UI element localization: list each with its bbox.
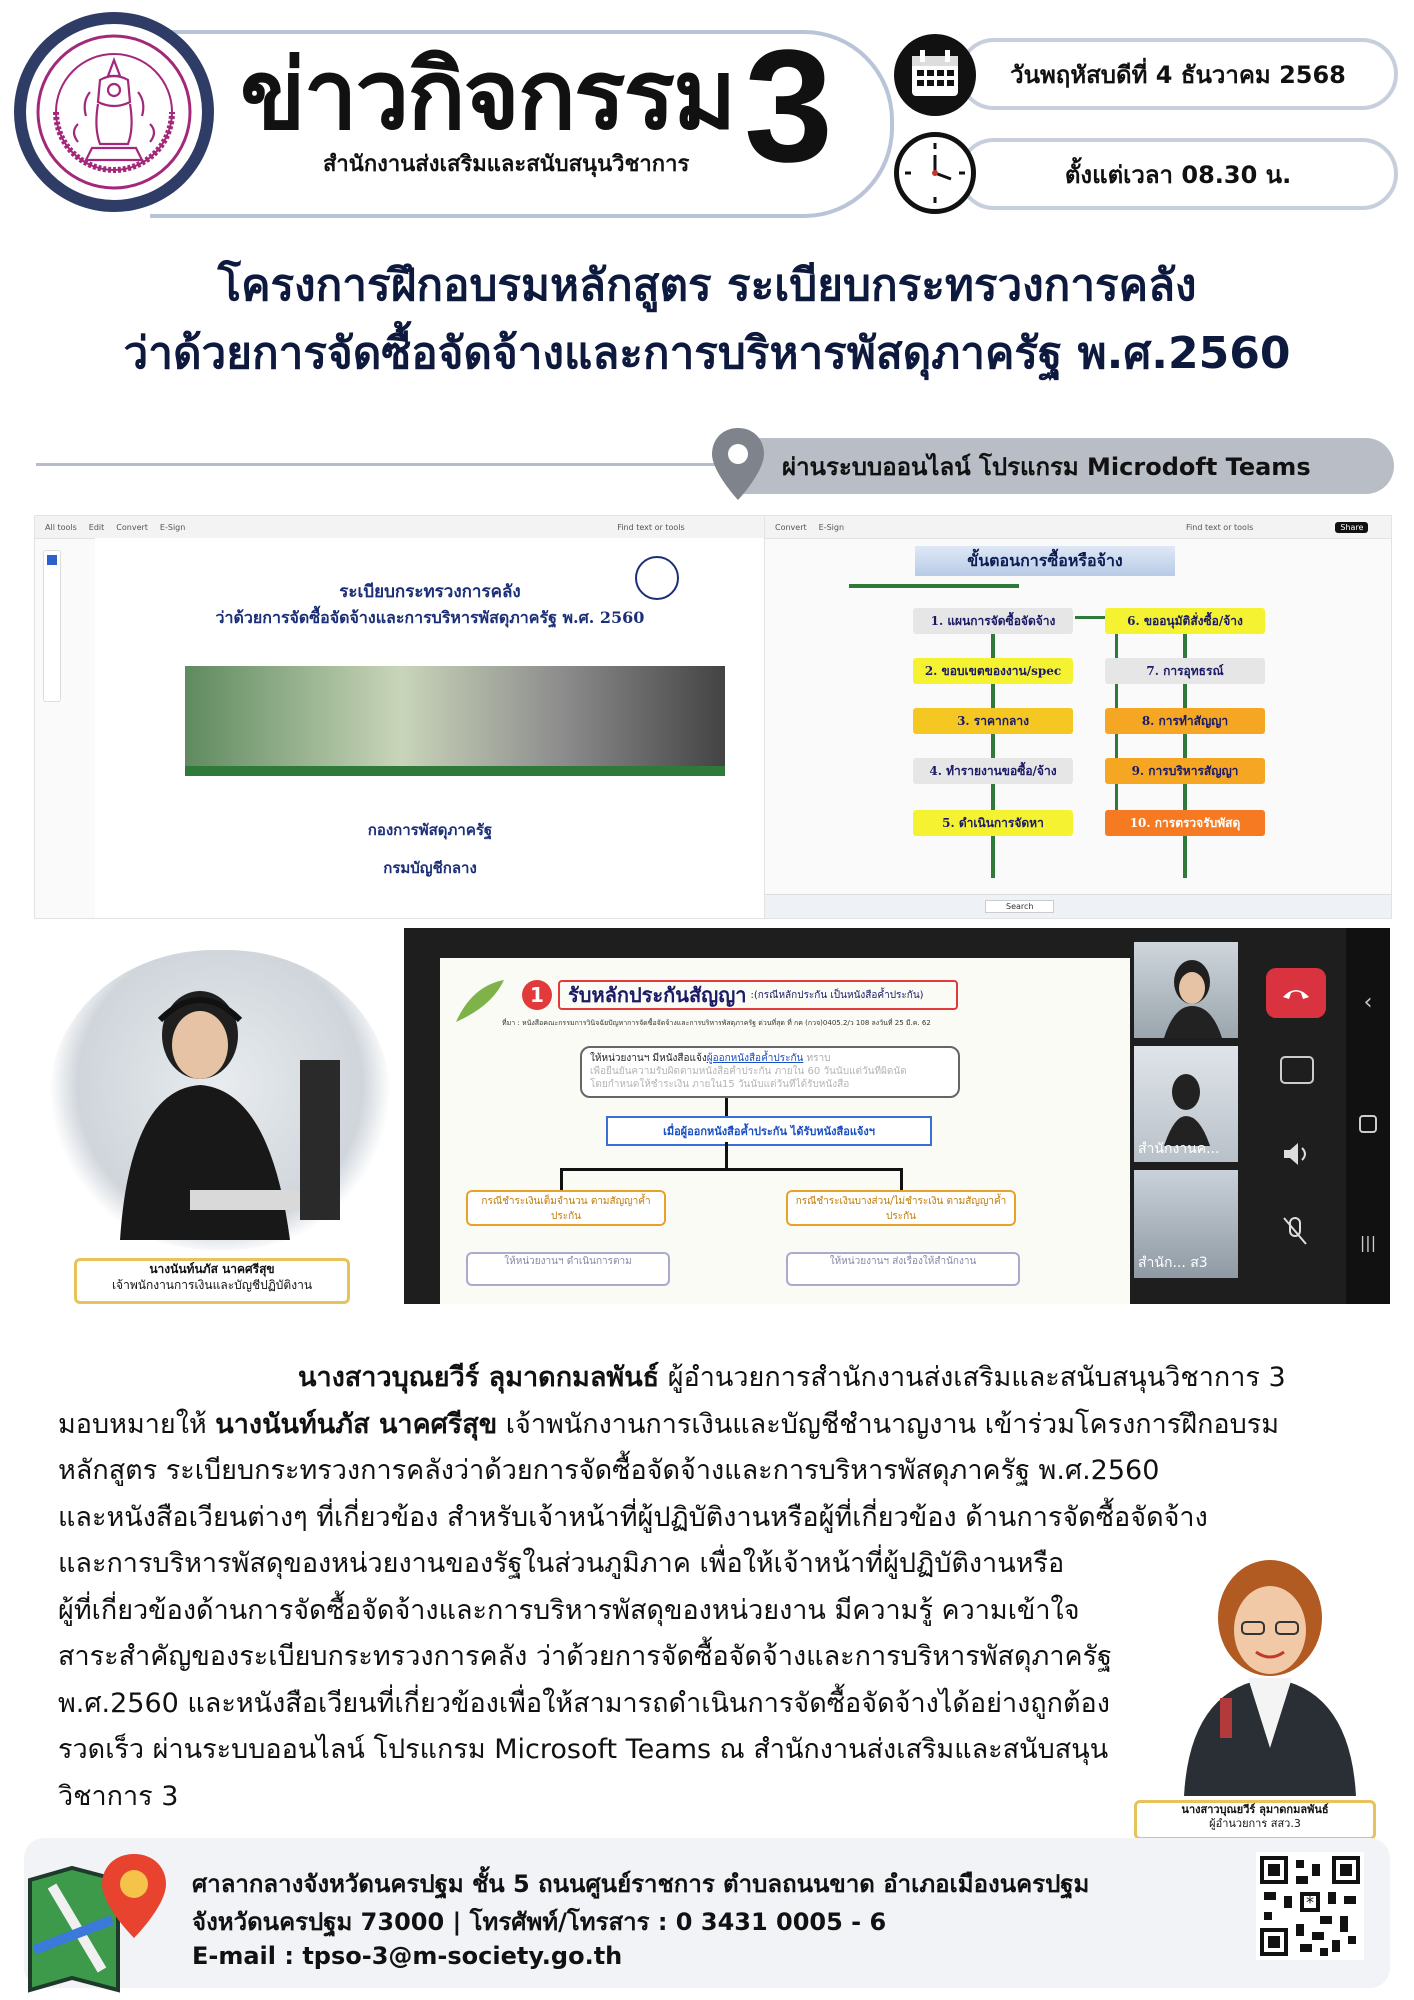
body-line — [58, 1402, 1348, 1449]
back-chevron-icon[interactable]: ‹ — [1363, 990, 1373, 1015]
steps-heading: ขั้นตอนการซื้อหรือจ้าง — [915, 546, 1175, 576]
tile-label: สำนักงานค... — [1138, 1141, 1220, 1157]
home-icon[interactable] — [1359, 1115, 1377, 1133]
step-2: 2. ขอบเขตของงาน/spec — [913, 658, 1073, 684]
share-button[interactable]: Share — [1335, 522, 1368, 533]
slide-heading-box — [558, 980, 958, 1010]
video-tile-2 — [1134, 1046, 1238, 1162]
mic-muted-icon[interactable] — [1282, 1216, 1308, 1250]
headline-line-2: ว่าด้วยการจัดซื้อจัดจ้างและการบริหารพัสดุภาครัฐ พ.ศ.2560 — [123, 328, 1291, 379]
slide-screenshot-1 — [34, 515, 766, 919]
person-figure — [50, 950, 390, 1250]
toolbar-item: All tools — [45, 522, 77, 532]
taskbar-search[interactable]: Search — [985, 900, 1054, 913]
screen-share-icon[interactable] — [1280, 1056, 1314, 1084]
director-caption-name: นางสาวบุณยวีร์ ลุมาดกมลพันธ์ — [1181, 1803, 1329, 1816]
step-5: 5. ดำเนินการจัดหา — [913, 810, 1073, 836]
flow-text-faded: เพื่อยืนยันความรับผิดตามหนังสือค้ำประกัน ภายใน 60 วันนับแต่วันที่ผิดนัด — [590, 1066, 907, 1077]
participant-photo — [50, 950, 390, 1250]
body-line: สาระสำคัญของระเบียบกระทรวงการคลัง ว่าด้วยการจัดซื้อจัดจ้างและการบริหารพัสดุภาครัฐ — [58, 1641, 1112, 1672]
leaf-icon — [452, 976, 508, 1026]
online-label-pill — [734, 438, 1394, 494]
flow-text-highlight: ผู้ออกหนังสือค้ำประกัน — [706, 1053, 804, 1064]
video-tile-1 — [1134, 942, 1238, 1038]
toolbar-search: Find text or tools — [1186, 522, 1254, 532]
video-tile-3 — [1134, 1170, 1238, 1278]
flow-arrow-left — [991, 614, 995, 878]
tool-sidebar — [43, 550, 61, 702]
svg-text:*: * — [1306, 1892, 1314, 1912]
shared-slide — [440, 958, 1130, 1304]
newsletter-title: ข่าวกิจกรรม — [240, 39, 735, 151]
handshake-image — [185, 666, 725, 766]
body-text: มอบหมายให้ — [58, 1408, 216, 1440]
slide-page — [95, 538, 765, 918]
body-line: วิชาการ 3 — [58, 1780, 179, 1812]
flow-box-6: ให้หน่วยงานฯ ส่งเรื่องให้สำนักงาน — [786, 1252, 1020, 1286]
body-line: และหนังสือเวียนต่างๆ ที่เกี่ยวข้อง สำหรับเจ้าหน้าที่ผู้ปฏิบัติงานหรือผู้ที่เกี่ยวข้อง ด้านการจัดซื้อจัดจ้าง — [58, 1501, 1208, 1533]
ministry-logo — [14, 12, 214, 212]
step-3: 3. ราคากลาง — [913, 708, 1073, 734]
headline-line-1: โครงการฝึกอบรมหลักสูตร ระเบียบกระทรวงการคลัง — [217, 260, 1197, 311]
slide-bar — [185, 766, 725, 776]
time-pill — [958, 138, 1398, 210]
flow-line — [900, 1168, 903, 1190]
date-pill — [958, 38, 1398, 110]
taskbar — [765, 894, 1391, 918]
qr-code — [1256, 1852, 1364, 1960]
footer-contact: จังหวัดนครปฐม 73000 | โทรศัพท์/โทรสาร : 0 3431 0005 - 6 — [192, 1908, 887, 1936]
slide-heading-note: :(กรณีหลักประกัน เป็นหนังสือค้ำประกัน) — [750, 989, 924, 1001]
slide-title-1: ระเบียบกระทรวงการคลัง — [339, 582, 521, 602]
body-line: ผู้ที่เกี่ยวข้องด้านการจัดซื้อจัดจ้างและการบริหารพัสดุของหน่วยงาน มีความรู้ ความเข้าใจ — [58, 1594, 1080, 1626]
flow-text: ให้หน่วยงานฯ มีหนังสือแจ้ง — [590, 1053, 707, 1064]
flow-box-5: ให้หน่วยงานฯ ดำเนินการตาม — [466, 1252, 670, 1286]
body-line: รวดเร็ว ผ่านระบบออนไลน์ โปรแกรม Microsoft Teams ณ สำนักงานส่งเสริมและสนับสนุน — [58, 1734, 1109, 1765]
flow-box-2: เมื่อผู้ออกหนังสือค้ำประกัน ได้รับหนังสือแจ้งฯ — [606, 1116, 932, 1146]
participant-name-inline: นางนันท์นภัส นาคศรีสุข — [215, 1408, 498, 1440]
footer-address: ศาลากลางจังหวัดนครปฐม ชั้น 5 ถนนศูนย์ราชการ ตำบลถนนขาด อำเภอเมืองนครปฐม — [192, 1870, 1090, 1898]
body-text: ผู้อำนวยการสำนักงานส่งเสริมและสนับสนุนวิชาการ 3 — [659, 1362, 1286, 1393]
location-pin-icon — [708, 426, 768, 506]
calendar-icon — [894, 34, 976, 116]
step-8: 8. การทำสัญญา — [1105, 708, 1265, 734]
toolbar-search: Find text or tools — [617, 522, 685, 532]
step-4: 4. ทำรายงานขอซื้อ/จ้าง — [913, 758, 1073, 784]
flow-text: ทราบ — [806, 1053, 831, 1064]
flow-box-4: กรณีชำระเงินบางส่วน/ไม่ชำระเงิน ตามสัญญาค้ำประกัน — [786, 1190, 1016, 1226]
flow-line — [560, 1168, 900, 1171]
news-body — [58, 1355, 1348, 1820]
director-figure — [1160, 1548, 1380, 1796]
slide-screenshot-2 — [764, 515, 1392, 919]
office-subtitle: สำนักงานส่งเสริมและสนับสนุนวิชาการ — [323, 152, 690, 177]
participant-caption — [74, 1258, 350, 1304]
toolbar-item: Edit — [88, 522, 105, 532]
phone-nav-bar — [1346, 928, 1390, 1304]
pdf-toolbar — [35, 516, 765, 539]
director-name: นางสาวบุณยวีร์ ลุมาดกมลพันธ์ — [298, 1362, 660, 1393]
body-line: และการบริหารพัสดุของหน่วยงานของรัฐในส่วนภูมิภาค เพื่อให้เจ้าหน้าที่ผู้ปฏิบัติงานหรือ — [58, 1548, 1065, 1579]
slide-org-1: กองการพัสดุภาครัฐ — [367, 821, 493, 839]
heading-underline — [849, 584, 1019, 588]
toolbar-item: E-Sign — [818, 522, 845, 532]
online-label: ผ่านระบบออนไลน์ โปรแกรม Microdoft Teams — [782, 452, 1311, 481]
flow-text-faded: โดยกำหนดให้ชำระเงิน ภายใน15 วันนับแต่วันที่ได้รับหนังสือ — [590, 1079, 850, 1090]
director-caption — [1134, 1800, 1376, 1840]
newsletter-number: 3 — [744, 16, 833, 195]
divider-line — [36, 463, 756, 466]
director-caption-position: ผู้อำนวยการ สสว.3 — [1209, 1817, 1301, 1830]
body-line — [58, 1355, 1348, 1402]
toolbar-item: Convert — [116, 522, 148, 532]
slide-reference: ที่มา : หนังสือคณะกรรมการวินิจฉัยปัญหาการจัดซื้อจัดจ้างและการบริหารพัสดุภาครัฐ ด่วนที่สุด ที่ กค (กวจ)0405.2/ว 108 ลงวันที่ 25 มี.ค. 62 — [502, 1019, 931, 1027]
toolbar-item: Convert — [775, 522, 807, 532]
participant-name: นางนันท์นภัส นาคศรีสุข — [149, 1262, 275, 1276]
step-10: 10. การตรวจรับพัสดุ — [1105, 810, 1265, 836]
step-6: 6. ขออนุมัติสั่งซื้อ/จ้าง — [1105, 608, 1265, 634]
flow-box-3: กรณีชำระเงินเต็มจำนวน ตามสัญญาค้ำประกัน — [466, 1190, 666, 1226]
hang-up-button[interactable] — [1266, 968, 1326, 1018]
tile-label: สำนัก... ส3 — [1138, 1255, 1208, 1271]
step-1: 1. แผนการจัดซื้อจัดจ้าง — [913, 608, 1073, 634]
toolbar-item: E-Sign — [159, 522, 186, 532]
director-photo — [1160, 1548, 1380, 1796]
flow-line — [725, 1098, 728, 1116]
speaker-icon[interactable] — [1280, 1140, 1310, 1172]
clock-icon — [894, 132, 976, 214]
body-line: พ.ศ.2560 และหนังสือเวียนที่เกี่ยวข้องเพื่อให้สามารถดำเนินการจัดซื้อจัดจ้างได้อย่างถูกต้อง — [58, 1687, 1110, 1719]
slide-org-2: กรมบัญชีกลาง — [383, 859, 477, 877]
body-line: หลักสูตร ระเบียบกระทรวงการคลังว่าด้วยการจัดซื้อจัดจ้างและการบริหารพัสดุภาครัฐ พ.ศ.2560 — [58, 1455, 1160, 1486]
slide-title-2: ว่าด้วยการจัดซื้อจัดจ้างและการบริหารพัสดุภาครัฐ พ.ศ. 2560 — [215, 608, 645, 627]
teams-screenshot — [404, 928, 1390, 1304]
date-text: วันพฤหัสบดีที่ 4 ธันวาคม 2568 — [1010, 60, 1346, 89]
body-text: เจ้าพนักงานการเงินและบัญชีชำนาญงาน เข้าร่วมโครงการฝึกอบรม — [497, 1408, 1280, 1440]
garuda-icon — [635, 556, 679, 600]
flow-box-1 — [580, 1046, 960, 1098]
emblem-icon — [34, 32, 194, 192]
phone-icon — [1281, 985, 1311, 1001]
flow-line — [725, 1142, 728, 1170]
slide-number-badge: 1 — [522, 980, 552, 1010]
flow-line — [560, 1168, 563, 1190]
step-9: 9. การบริหารสัญญา — [1105, 758, 1265, 784]
footer-email[interactable]: E-mail : tpso-3@m-society.go.th — [192, 1942, 623, 1970]
pdf-toolbar — [765, 516, 1391, 539]
recents-icon[interactable]: ||| — [1359, 1233, 1377, 1252]
flow-arrow-right — [1183, 614, 1187, 878]
map-pin-icon — [22, 1850, 172, 2000]
time-text: ตั้งแต่เวลา 08.30 น. — [1064, 160, 1292, 189]
step-7: 7. การอุทธรณ์ — [1105, 658, 1265, 684]
participant-position: เจ้าพนักงานการเงินและบัญชีปฏิบัติงาน — [111, 1278, 313, 1292]
slide-heading: รับหลักประกันสัญญา — [568, 983, 747, 1007]
